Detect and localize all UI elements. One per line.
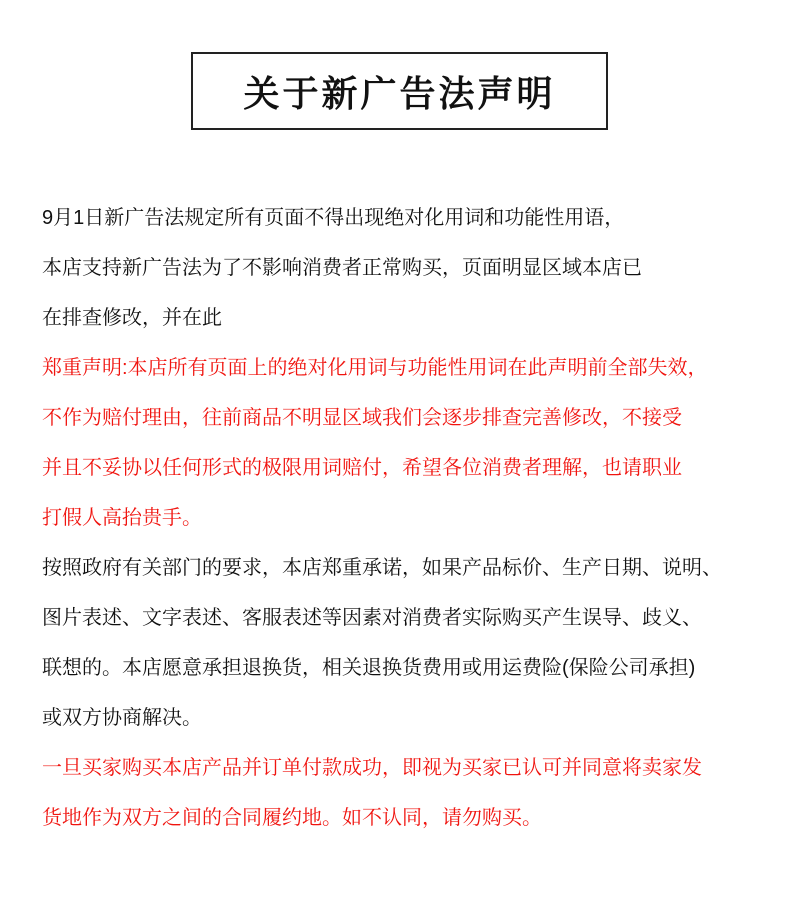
- statement-line: 图片表述、文字表述、客服表述等因素对消费者实际购买产生误导、歧义、: [42, 607, 702, 629]
- statement-line-highlight: 不作为赔付理由，往前商品不明显区域我们会逐步排查完善修改，不接受: [42, 407, 682, 429]
- statement-line-highlight: 并且不妥协以任何形式的极限用词赔付，希望各位消费者理解，也请职业: [42, 457, 682, 479]
- statement-line: 联想的。本店愿意承担退换货，相关退换货费用或用运费险(保险公司承担): [42, 657, 696, 679]
- statement-body: [42, 203, 792, 853]
- statement-line-highlight: 打假人高抬贵手。: [42, 507, 202, 529]
- statement-line: 在排查修改，并在此: [42, 307, 222, 329]
- statement-line-highlight: 郑重声明:本店所有页面上的绝对化用词与功能性用词在此声明前全部失效，: [42, 357, 708, 379]
- title-box: [191, 52, 608, 130]
- page-title: 关于新广告法声明: [243, 72, 556, 114]
- statement-line: 本店支持新广告法为了不影响消费者正常购买，页面明显区域本店已: [42, 257, 642, 279]
- statement-line-highlight: 货地作为双方之间的合同履约地。如不认同，请勿购买。: [42, 807, 542, 829]
- statement-line-highlight: 一旦买家购买本店产品并订单付款成功，即视为买家已认可并同意将卖家发: [42, 757, 702, 779]
- statement-line: 按照政府有关部门的要求，本店郑重承诺，如果产品标价、生产日期、说明、: [42, 557, 722, 579]
- statement-line: 9月1日新广告法规定所有页面不得出现绝对化用词和功能性用语，: [42, 207, 625, 229]
- statement-line: 或双方协商解决。: [42, 707, 202, 729]
